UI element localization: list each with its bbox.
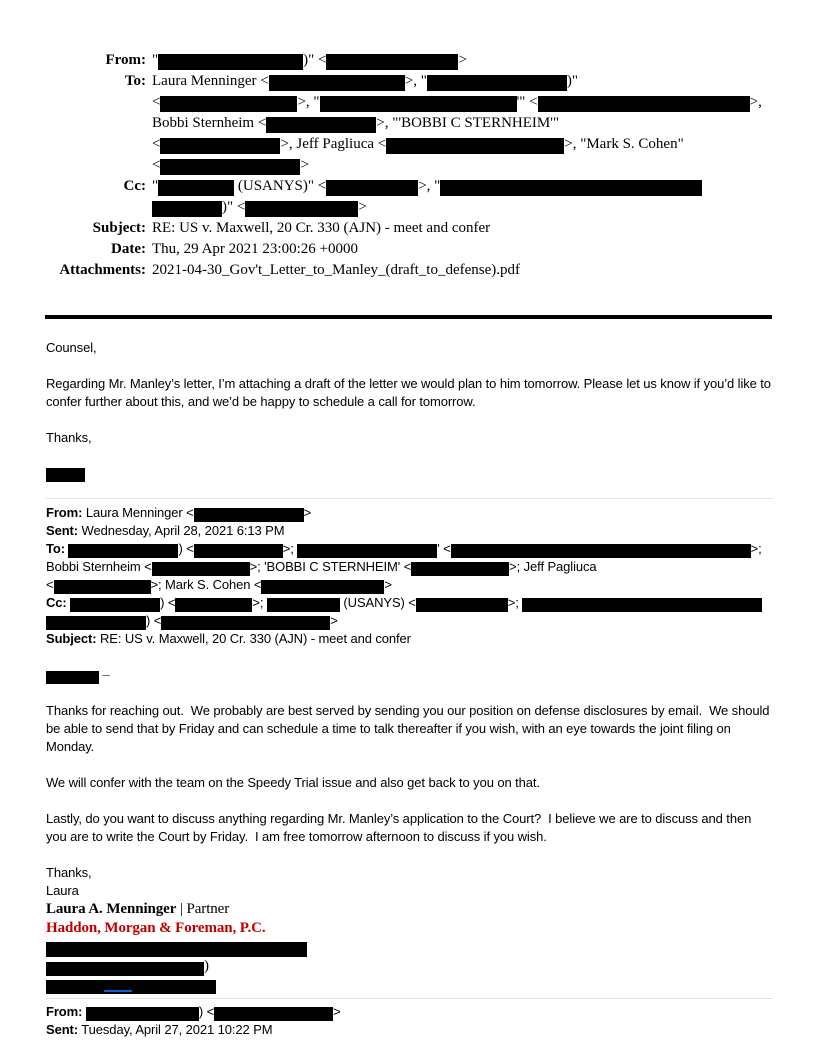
text-segment: >;	[750, 541, 762, 556]
paragraph: We will confer with the team on the Speedy Trial issue and also get back to you on that.	[46, 775, 540, 790]
text-segment: ) <	[146, 613, 162, 628]
text-segment: ' <	[437, 541, 451, 556]
redacted-greeting	[46, 666, 773, 684]
text-segment: >, "	[404, 73, 427, 89]
header-row	[46, 218, 773, 239]
redaction-bar	[175, 598, 252, 612]
text-segment: >;	[252, 595, 267, 610]
redaction-bar	[269, 75, 405, 91]
text-segment: )"	[566, 73, 578, 89]
text-segment: >	[330, 613, 338, 628]
redaction-bar	[160, 159, 300, 175]
redaction-bar	[161, 616, 330, 630]
redaction-bar	[46, 962, 204, 976]
text-segment: >,	[749, 94, 762, 110]
redaction-bar	[451, 544, 751, 558]
text-segment: >; 'BOBBI C STERNHEIM' <	[249, 559, 412, 574]
salutation: Counsel,	[46, 340, 97, 355]
text-segment: Wednesday, April 28, 2021 6:13 PM	[78, 523, 285, 538]
redaction-bar	[160, 138, 280, 154]
header-field-label: Subject:	[92, 220, 146, 236]
text-segment: )" <	[303, 52, 327, 68]
redaction-bar	[326, 180, 418, 196]
redaction-bar	[386, 138, 564, 154]
header-row	[46, 176, 773, 218]
redaction-bar	[427, 75, 567, 91]
text-segment: Subject:	[46, 631, 97, 646]
redaction-bar	[320, 96, 517, 112]
signature-redacted-line	[46, 975, 773, 994]
text-segment: >, "'BOBBI C STERNHEIM'"	[376, 115, 560, 131]
text-segment: Sent:	[46, 1021, 79, 1037]
text-segment: >, "	[418, 178, 441, 194]
header-row	[46, 260, 773, 281]
text-segment: >	[333, 1003, 341, 1019]
header-line	[46, 504, 773, 522]
text-segment: Cc:	[46, 595, 67, 610]
text-segment: RE: US v. Maxwell, 20 Cr. 330 (AJN) - meet and confer	[152, 220, 491, 236]
header-value-line	[152, 113, 773, 134]
header-field-label: Date:	[111, 241, 146, 257]
text-segment: >;	[282, 541, 298, 556]
header-field-label: To:	[124, 73, 146, 89]
text-segment: )" <	[222, 199, 246, 215]
header-value-line	[152, 155, 773, 176]
header-field-label: Cc:	[123, 178, 146, 194]
header-line	[46, 594, 773, 612]
header-line	[46, 576, 773, 594]
quoted-email-2-header	[46, 1003, 773, 1039]
text-segment: >; Mark S. Cohen <	[150, 577, 262, 592]
text-segment: Laura Menninger <	[152, 73, 269, 89]
redaction-bar	[194, 544, 283, 558]
redaction-bar	[46, 671, 99, 684]
header-value-line	[152, 134, 773, 155]
redaction-bar	[214, 1007, 333, 1021]
redaction-bar	[411, 562, 509, 576]
header-line	[46, 630, 773, 648]
header-field-value	[152, 71, 773, 176]
text-segment: Thu, 29 Apr 2021 23:00:26 +0000	[152, 241, 358, 257]
text-segment: )	[204, 957, 209, 974]
header-line	[46, 540, 773, 558]
header-row	[46, 50, 773, 71]
text-segment: –	[99, 667, 110, 682]
text-segment: Laura Menninger <	[82, 505, 194, 520]
signature-redactions	[46, 938, 773, 994]
text-segment: From:	[46, 505, 83, 520]
signature-title: | Partner	[176, 901, 230, 917]
header-value-line	[152, 197, 773, 218]
redaction-bar	[194, 508, 304, 522]
paragraph: Thanks for reaching out. We probably are best served by sending you our position on defense disclosures by email. We should be able to send that by Friday and can schedule a time to talk thereafter if you wish, with an eye towards the joint filing on Monday.	[46, 703, 773, 754]
header-value-line	[152, 176, 773, 197]
header-field-label: Attachments:	[59, 262, 146, 278]
text-segment: <	[152, 157, 161, 173]
text-segment: <	[46, 577, 54, 592]
header-value-line	[152, 71, 773, 92]
redaction-bar	[245, 201, 358, 217]
redaction-bar	[152, 201, 222, 217]
text-segment: >	[384, 577, 392, 592]
text-segment: >	[303, 505, 312, 520]
text-segment: Bobbi Sternheim <	[152, 115, 267, 131]
redaction-bar	[261, 580, 384, 594]
redaction-bar	[46, 468, 85, 482]
text-segment: >;	[507, 595, 523, 610]
header-field-value	[152, 50, 773, 71]
quoted-email-header	[46, 504, 773, 648]
header-value-line	[152, 260, 773, 281]
redaction-bar	[86, 1007, 199, 1021]
redaction-bar	[266, 117, 376, 133]
text-segment: To:	[46, 541, 65, 556]
header-rule	[45, 315, 772, 319]
closing: Thanks,	[46, 865, 92, 880]
closing: Thanks,	[46, 430, 92, 445]
redaction-bar	[416, 598, 508, 612]
signature-block	[46, 900, 773, 994]
header-line	[46, 1003, 773, 1021]
text-segment: >, "	[297, 94, 320, 110]
signature-firm: Haddon, Morgan & Foreman, P.C.	[46, 920, 266, 936]
text-segment: >	[358, 199, 367, 215]
text-segment: "	[152, 178, 159, 194]
text-segment: ) <	[198, 1003, 215, 1019]
header-field-label: From:	[105, 52, 146, 68]
redaction-bar	[70, 598, 160, 612]
signature-name-line	[46, 900, 773, 919]
redaction-bar	[538, 96, 750, 112]
text-segment: ) <	[178, 541, 194, 556]
header-value-line	[152, 92, 773, 113]
text-segment: >, "Mark S. Cohen"	[564, 136, 684, 152]
redaction-bar	[68, 544, 178, 558]
header-line	[46, 522, 773, 540]
header-row	[46, 71, 773, 176]
redaction-bar	[54, 580, 151, 594]
header-field-value	[152, 176, 773, 218]
signer-first-name: Laura	[46, 883, 79, 898]
header-field-value	[152, 260, 773, 281]
redacted-signature	[46, 464, 773, 482]
header-value-line	[152, 218, 773, 239]
separator-line	[46, 498, 773, 499]
redaction-bar	[152, 562, 250, 576]
text-segment: >; Jeff Pagliuca	[509, 559, 597, 574]
redaction-bar	[158, 180, 234, 196]
text-segment: (USANYS)" <	[234, 178, 327, 194]
text-segment: <	[152, 136, 161, 152]
redaction-bar	[267, 598, 340, 612]
separator-line	[46, 998, 773, 999]
text-segment: Sent:	[46, 523, 79, 538]
text-segment: Tuesday, April 27, 2021 10:22 PM	[78, 1021, 273, 1037]
signature-redacted-line	[46, 938, 773, 957]
redaction-bar	[522, 598, 762, 612]
signature-name: Laura A. Menninger	[46, 901, 177, 917]
signature-redacted-line	[46, 957, 773, 976]
text-segment: (USANYS) <	[339, 595, 416, 610]
text-segment: "	[152, 52, 159, 68]
text-segment: 2021-04-30_Gov't_Letter_to_Manley_(draft_to_defense).pdf	[152, 262, 521, 278]
redaction-bar	[46, 616, 146, 630]
text-segment: Bobbi Sternheim <	[46, 559, 152, 574]
redaction-bar	[440, 180, 702, 196]
text-segment: ) <	[160, 595, 176, 610]
redaction-bar	[160, 96, 297, 112]
header-field-value	[152, 218, 773, 239]
paragraph: Regarding Mr. Manley’s letter, I’m attaching a draft of the letter we would plan to him tomorrow. Please let us know if you’d like to confer further about this, and we’d be happy to schedule a call for tomorrow.	[46, 376, 775, 409]
redaction-bar	[297, 544, 437, 558]
email-header-table	[46, 50, 773, 281]
text-segment: >	[300, 157, 309, 173]
email-body-1	[46, 339, 773, 1039]
text-segment: <	[152, 94, 161, 110]
text-segment: From:	[46, 1003, 83, 1019]
header-value-line	[152, 239, 773, 260]
text-segment: >, Jeff Pagliuca <	[280, 136, 387, 152]
header-row	[46, 239, 773, 260]
paragraph: Lastly, do you want to discuss anything regarding Mr. Manley’s application to the Court? I believe we are to discuss and then you are to write the Court by Friday. I am free tomorrow afternoon to discuss if you wish.	[46, 811, 755, 844]
hyperlink-underline-hint	[104, 990, 132, 992]
header-value-line	[152, 50, 773, 71]
text-segment: '" <	[516, 94, 538, 110]
header-field-value	[152, 239, 773, 260]
text-segment: RE: US v. Maxwell, 20 Cr. 330 (AJN) - meet and confer	[96, 631, 411, 646]
redaction-bar	[326, 54, 458, 70]
header-line	[46, 612, 773, 630]
redaction-bar	[158, 54, 303, 70]
redaction-bar	[46, 942, 307, 957]
header-line	[46, 558, 773, 576]
text-segment: >	[458, 52, 467, 68]
header-line	[46, 1021, 773, 1039]
